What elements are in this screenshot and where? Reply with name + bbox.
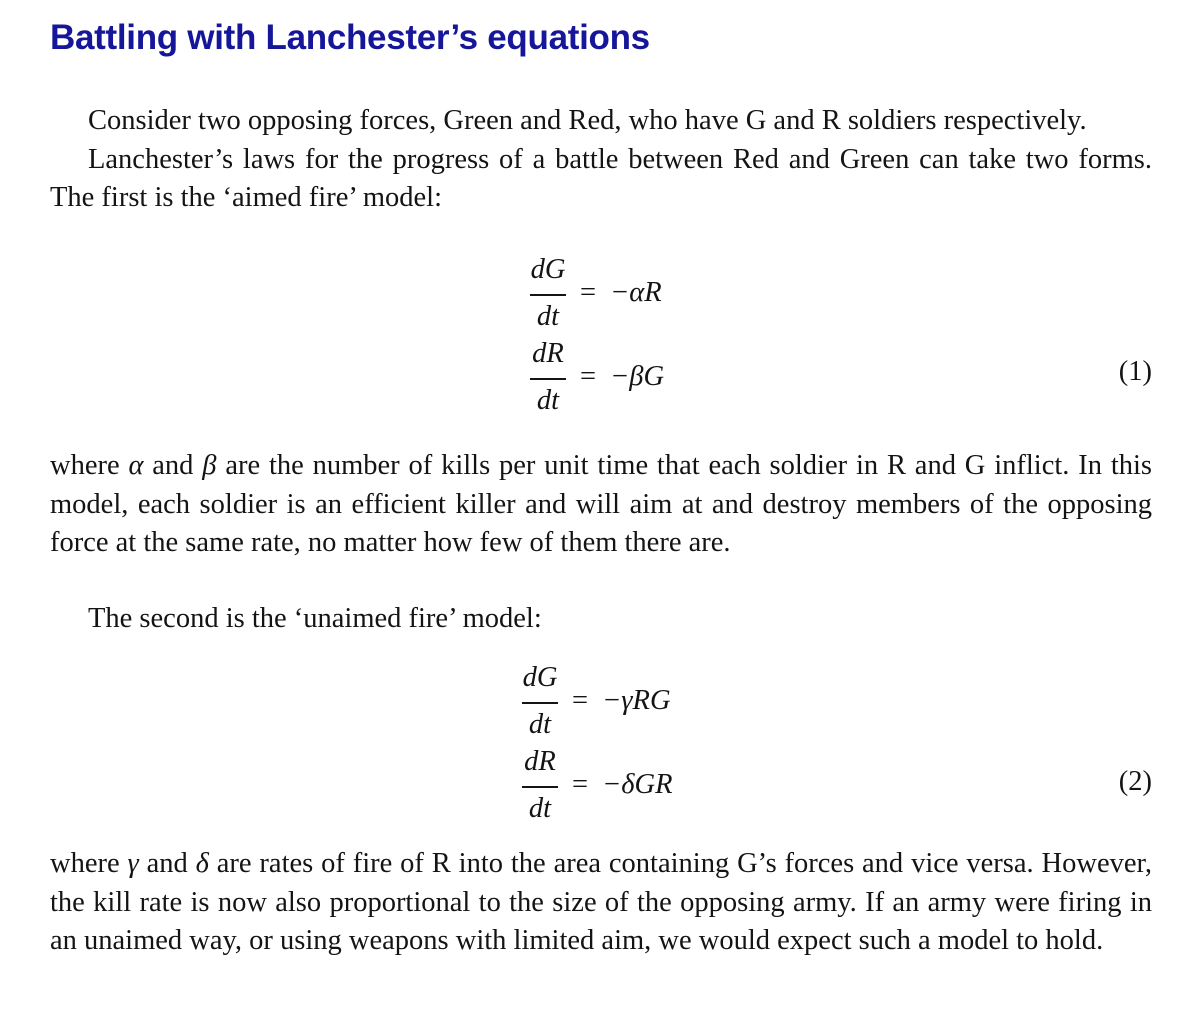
- text-run: where: [50, 450, 129, 481]
- page-title: Battling with Lanchester’s equations: [50, 18, 650, 57]
- text-run: are the number of kills per unit time that each soldier in R and G inflict. In this model, each soldier is an efficient killer and will aim at and destroy members of the opposing force at the same rate, no matter how few of them there are.: [50, 450, 1153, 558]
- derivative-fraction: [522, 746, 558, 824]
- intro-rest: Lanchester’s laws for the progress of a battle between Red and Green can take two forms. The first is the ‘aimed fire’ model:: [50, 143, 1152, 213]
- equals-sign: =: [580, 361, 597, 393]
- equation-rhs: −γRG: [602, 685, 671, 717]
- text-run: and: [143, 450, 203, 481]
- equation-rhs: −βG: [610, 361, 665, 393]
- aimed-explanation-paragraph: [50, 447, 1152, 563]
- intro-paragraph: [50, 102, 1152, 218]
- fraction-numerator: dR: [524, 746, 556, 777]
- intro-first-line: Consider two opposing forces, Green and Red, who have G and R soldiers respectively.: [88, 105, 1087, 136]
- fraction-bar: [530, 294, 566, 296]
- equals-sign: =: [572, 685, 589, 717]
- text-run: are rates of fire of R into the area containing G’s forces and vice versa. However, the kill rate is now also proportional to the size of the opposing army. If an army were firing in an unaimed way, or using weapons with limited aim, we would expect such a model to hold.: [50, 848, 1152, 956]
- derivative-fraction: [530, 254, 566, 332]
- equation-2-line-1: [522, 662, 671, 740]
- fraction-bar: [522, 702, 558, 704]
- delta-symbol: δ: [195, 848, 209, 879]
- equation-rhs: −αR: [610, 277, 662, 309]
- fraction-numerator: dG: [530, 254, 566, 285]
- second-model-paragraph: [50, 600, 1152, 639]
- derivative-fraction: [530, 338, 566, 416]
- equals-sign: =: [580, 277, 597, 309]
- fraction-numerator: dR: [532, 338, 564, 369]
- text-run: where: [50, 848, 128, 879]
- fraction-denominator: dt: [528, 792, 552, 824]
- fraction-denominator: dt: [536, 384, 560, 416]
- equation-rhs: −δGR: [602, 769, 673, 801]
- text-run: and: [138, 848, 196, 879]
- fraction-denominator: dt: [528, 708, 552, 740]
- gamma-symbol: γ: [127, 848, 139, 879]
- equation-number-1: (1): [1118, 356, 1152, 387]
- unaimed-explanation-paragraph: [50, 845, 1152, 961]
- equation-1-line-1: [530, 254, 662, 332]
- equation-2-line-2: [522, 746, 673, 824]
- alpha-symbol: α: [128, 450, 144, 481]
- equation-1-line-2: [530, 338, 664, 416]
- fraction-denominator: dt: [536, 300, 560, 332]
- derivative-fraction: [522, 662, 558, 740]
- fraction-bar: [530, 378, 566, 380]
- equals-sign: =: [572, 769, 589, 801]
- fraction-numerator: dG: [522, 662, 558, 693]
- equation-number-2: (2): [1118, 766, 1152, 797]
- beta-symbol: β: [202, 450, 217, 481]
- fraction-bar: [522, 786, 558, 788]
- second-model-text: The second is the ‘unaimed fire’ model:: [88, 603, 542, 634]
